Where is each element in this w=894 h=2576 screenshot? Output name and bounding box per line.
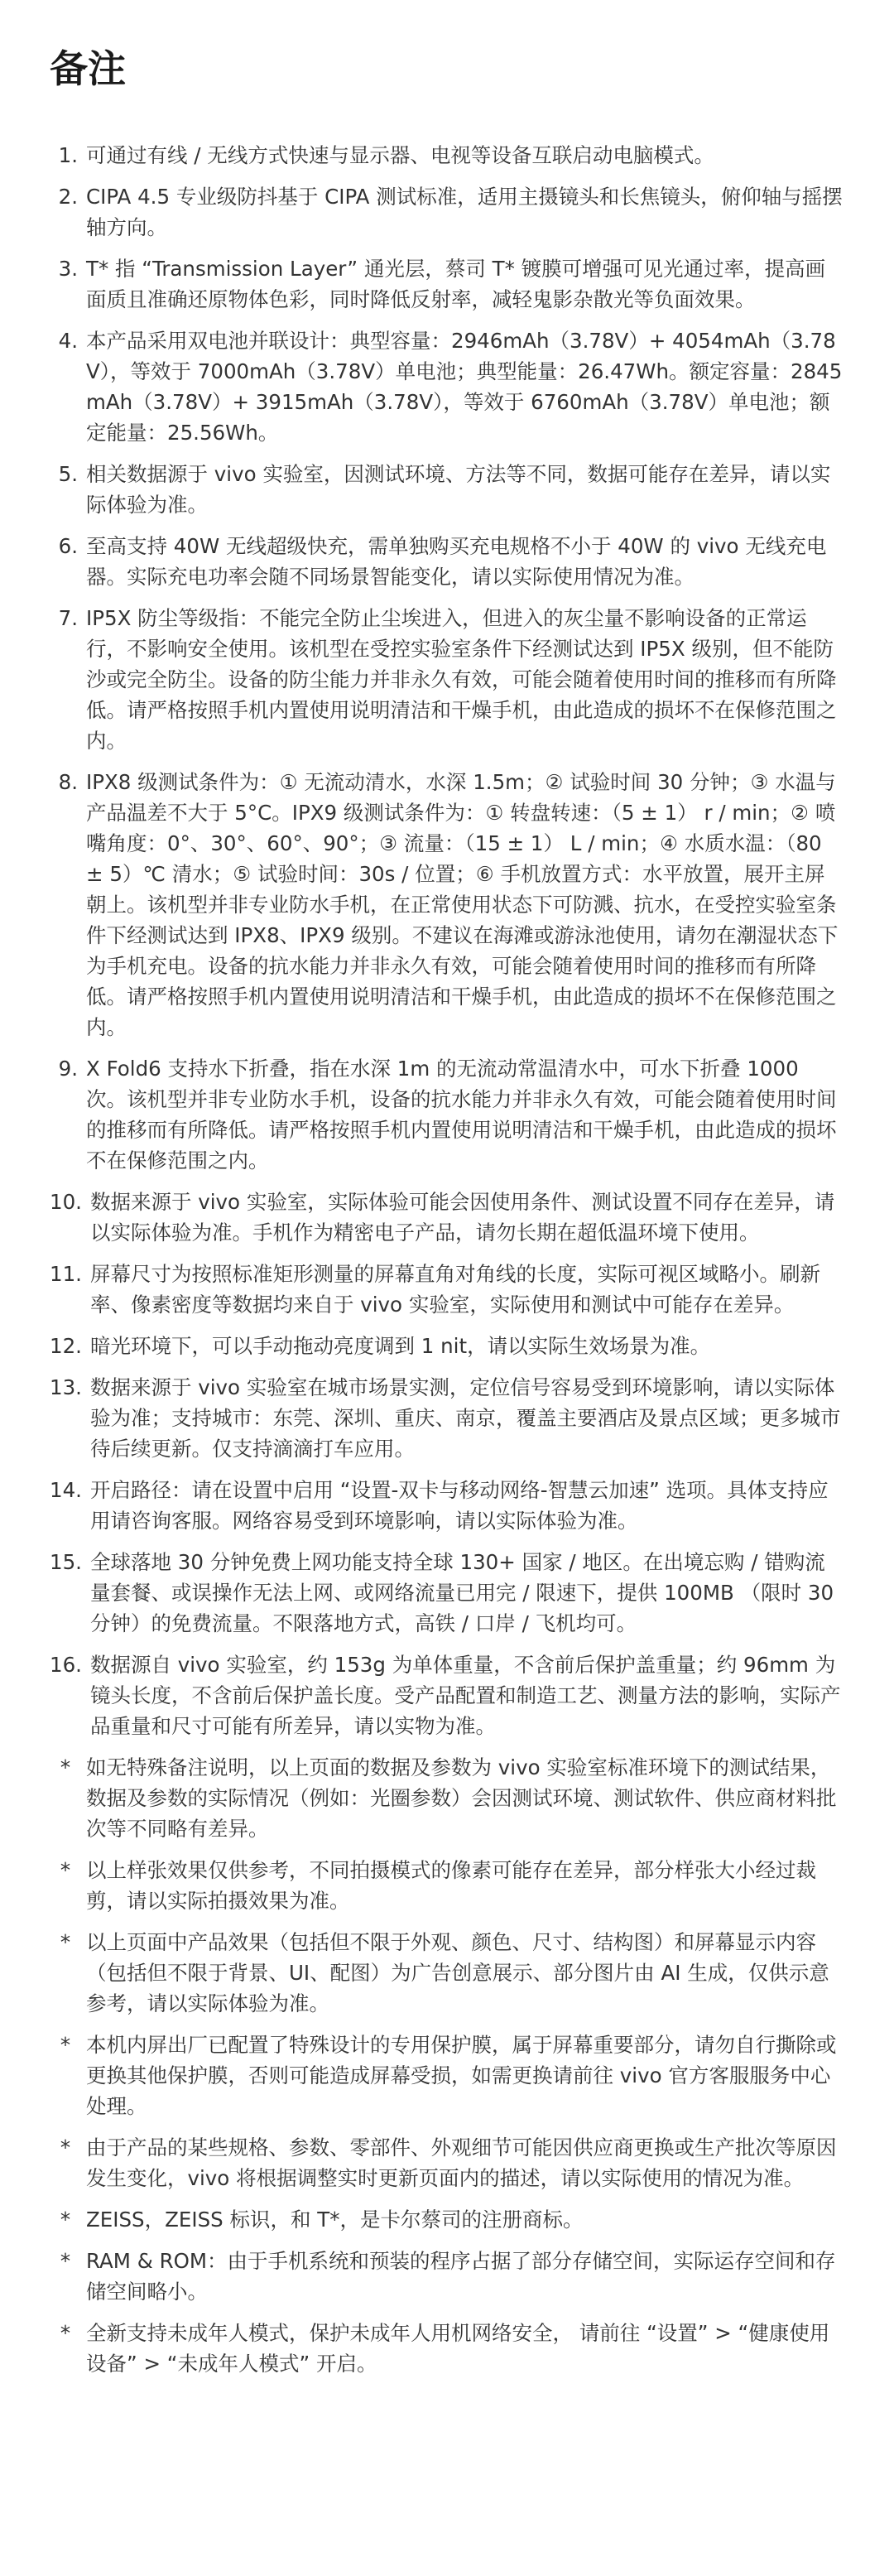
- note-item: [50, 325, 844, 448]
- note-text: 以上页面中产品效果（包括但不限于外观、颜色、尺寸、结构图）和屏幕显示内容（包括但不限于背景、UI、配图）为广告创意展示、部分图片由 AI 生成，仅供示意参考，请以实际体验为准。: [86, 1930, 829, 2016]
- note-marker: 8.: [58, 770, 78, 795]
- note-text: CIPA 4.5 专业级防抖基于 CIPA 测试标准，适用主摄镜头和长焦镜头，俯仰轴与摇摆轴方向。: [86, 185, 843, 240]
- note-marker: *: [60, 1755, 71, 1780]
- note-item: [50, 1855, 844, 1916]
- note-item: [50, 2030, 844, 2121]
- note-item: [50, 1187, 844, 1248]
- note-marker: *: [60, 2033, 71, 2058]
- note-marker: 10.: [50, 1190, 82, 1215]
- note-item: [50, 1547, 844, 1639]
- note-text: ZEISS，ZEISS 标识，和 T*，是卡尔蔡司的注册商标。: [86, 2208, 584, 2232]
- note-text: 至高支持 40W 无线超级快充，需单独购买充电规格不小于 40W 的 vivo 无线充电器。实际充电功率会随不同场景智能变化，请以实际使用情况为准。: [86, 534, 827, 590]
- note-marker: 1.: [58, 143, 78, 168]
- note-item: [50, 1649, 844, 1741]
- note-item: [50, 1053, 844, 1176]
- note-marker: 16.: [50, 1653, 82, 1678]
- note-marker: 14.: [50, 1478, 82, 1503]
- note-text: 本机内屏出厂已配置了特殊设计的专用保护膜，属于屏幕重要部分，请勿自行撕除或更换其他保护膜，否则可能造成屏幕受损，如需更换请前往 vivo 官方客服服务中心处理。: [86, 2033, 837, 2119]
- note-marker: *: [60, 2321, 71, 2346]
- note-text: T* 指 “Transmission Layer” 通光层，蔡司 T* 镀膜可增强可见光通过率，提高画面质且准确还原物体色彩，同时降低反射率，减轻鬼影杂散光等负面效果。: [86, 257, 826, 312]
- note-item: [50, 1372, 844, 1464]
- note-marker: 3.: [58, 257, 78, 282]
- note-text: 本产品采用双电池并联设计：典型容量：2946mAh（3.78V）+ 4054mAh（3.78V），等效于 7000mAh（3.78V）单电池；典型能量：26.47Wh。额定容量：2845mAh（3.78V）+ 3915mAh（3.78V），等效于 6760mAh（3.78V）单电池；额定能量：25.56Wh。: [86, 329, 843, 445]
- note-text: 屏幕尺寸为按照标准矩形测量的屏幕直角对角线的长度，实际可视区域略小。刷新率、像素密度等数据均来自于 vivo 实验室，实际使用和测试中可能存在差异。: [89, 1262, 820, 1317]
- note-marker: 6.: [58, 534, 78, 559]
- note-item: [50, 1475, 844, 1536]
- note-item: [50, 140, 844, 171]
- notes-list: [50, 140, 844, 2379]
- note-item: [50, 459, 844, 520]
- page-title: 备注: [50, 46, 126, 91]
- note-item: [50, 603, 844, 756]
- note-text: IPX8 级测试条件为：① 无流动清水，水深 1.5m；② 试验时间 30 分钟；③ 水温与产品温差不大于 5°C。IPX9 级测试条件为：① 转盘转速：（5 ± 1） r / min；② 喷嘴角度：0°、30°、60°、90°；③ 流量：（15 ± 1） L / min；④ 水质水温：（80 ± 5）℃ 清水；⑤ 试验时间：30s / 位置；⑥ 手机放置方式：水平放置，展开主屏朝上。该机型并非专业防水手机，在正常使用状态下可防溅、抗水，在受控实验室条件下经测试达到 IPX8、IPX9 级别。不建议在海滩或游泳池使用，请勿在潮湿状态下为手机充电。设备的抗水能力并非永久有效，可能会随着使用时间的推移而有所降低。请严格按照手机内置使用说明清洁和干燥手机，由此造成的损坏不在保修范围之内。: [86, 770, 839, 1040]
- note-item: [50, 2204, 844, 2235]
- note-marker: *: [60, 2249, 71, 2274]
- note-marker: 2.: [58, 185, 78, 209]
- note-text: 由于产品的某些规格、参数、零部件、外观细节可能因供应商更换或生产批次等原因发生变化，vivo 将根据调整实时更新页面内的描述，请以实际使用的情况为准。: [86, 2135, 837, 2191]
- note-text: 开启路径：请在设置中启用 “设置-双卡与移动网络-智慧云加速” 选项。具体支持应用请咨询客服。网络容易受到环境影响，请以实际体验为准。: [89, 1478, 829, 1534]
- note-marker: *: [60, 2208, 71, 2232]
- note-text: 全球落地 30 分钟免费上网功能支持全球 130+ 国家 / 地区。在出境忘购 / 错购流量套餐、或误操作无法上网、或网络流量已用完 / 限速下，提供 100MB （限时 30 分钟）的免费流量。不限落地方式，高铁 / 口岸 / 飞机均可。: [89, 1550, 834, 1636]
- note-text: 数据来源于 vivo 实验室，实际体验可能会因使用条件、测试设置不同存在差异，请以实际体验为准。手机作为精密电子产品，请勿长期在超低温环境下使用。: [89, 1190, 835, 1245]
- note-text: 数据来源于 vivo 实验室在城市场景实测，定位信号容易受到环境影响，请以实际体验为准；支持城市：东莞、深圳、重庆、南京，覆盖主要酒店及景点区域；更多城市待后续更新。仅支持滴滴打车应用。: [89, 1375, 841, 1461]
- note-marker: 7.: [58, 606, 78, 631]
- note-marker: 15.: [50, 1550, 82, 1575]
- note-text: 全新支持未成年人模式，保护未成年人用机网络安全， 请前往 “设置” > “健康使用设备” > “未成年人模式” 开启。: [86, 2321, 830, 2376]
- note-marker: *: [60, 1858, 71, 1883]
- note-text: 暗光环境下，可以手动拖动亮度调到 1 nit，请以实际生效场景为准。: [89, 1334, 711, 1359]
- note-item: [50, 767, 844, 1042]
- note-item: [50, 2318, 844, 2379]
- note-item: [50, 2132, 844, 2193]
- note-text: 以上样张效果仅供参考，不同拍摄模式的像素可能存在差异，部分样张大小经过裁剪，请以实际拍摄效果为准。: [86, 1858, 816, 1914]
- note-text: 可通过有线 / 无线方式快速与显示器、电视等设备互联启动电脑模式。: [86, 143, 714, 168]
- note-text: 如无特殊备注说明，以上页面的数据及参数为 vivo 实验室标准环境下的测试结果，数据及参数的实际情况（例如：光圈参数）会因测试环境、测试软件、供应商材料批次等不同略有差异。: [86, 1755, 837, 1842]
- note-marker: 5.: [58, 462, 78, 487]
- note-text: 数据源自 vivo 实验室，约 153g 为单体重量，不含前后保护盖重量；约 96mm 为镜头长度，不含前后保护盖长度。受产品配置和制造工艺、测量方法的影响，实际产品重量和尺寸可能有所差异，请以实物为准。: [89, 1653, 841, 1739]
- note-item: [50, 181, 844, 243]
- note-marker: 12.: [50, 1334, 82, 1359]
- note-item: [50, 253, 844, 315]
- note-item: [50, 531, 844, 592]
- note-item: [50, 1259, 844, 1320]
- note-item: [50, 1927, 844, 2019]
- note-text: X Fold6 支持水下折叠，指在水深 1m 的无流动常温清水中，可水下折叠 1000 次。该机型并非专业防水手机，设备的抗水能力并非永久有效，可能会随着使用时间的推移而有所降低。请严格按照手机内置使用说明清洁和干燥手机，由此造成的损坏不在保修范围之内。: [86, 1057, 837, 1173]
- note-marker: 9.: [58, 1057, 78, 1081]
- note-marker: *: [60, 1930, 71, 1955]
- note-marker: 11.: [50, 1262, 82, 1287]
- note-item: [50, 2246, 844, 2307]
- note-marker: 13.: [50, 1375, 82, 1400]
- note-marker: *: [60, 2135, 71, 2160]
- note-text: RAM & ROM：由于手机系统和预装的程序占据了部分存储空间，实际运存空间和存储空间略小。: [86, 2249, 836, 2304]
- note-text: IP5X 防尘等级指：不能完全防止尘埃进入，但进入的灰尘量不影响设备的正常运行，不影响安全使用。该机型在受控实验室条件下经测试达到 IP5X 级别，但不能防沙或完全防尘。设备的防尘能力并非永久有效，可能会随着使用时间的推移而有所降低。请严格按照手机内置使用说明清洁和干燥手机，由此造成的损坏不在保修范围之内。: [86, 606, 837, 754]
- note-marker: 4.: [58, 329, 78, 354]
- note-item: [50, 1752, 844, 1844]
- note-item: [50, 1331, 844, 1361]
- note-text: 相关数据源于 vivo 实验室，因测试环境、方法等不同，数据可能存在差异，请以实际体验为准。: [86, 462, 831, 518]
